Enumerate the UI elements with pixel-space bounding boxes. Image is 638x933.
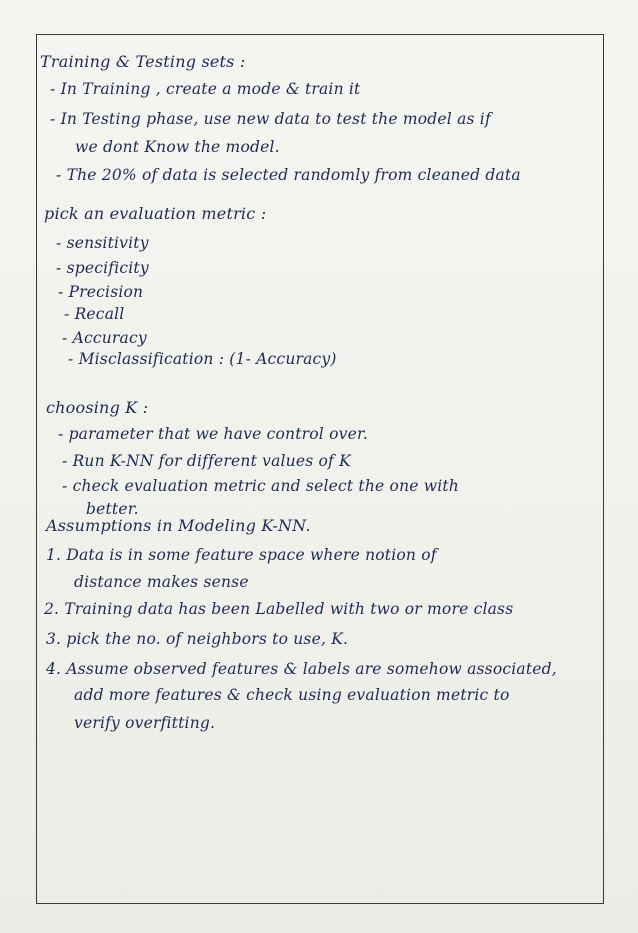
metric-heading: pick an evaluation metric : <box>44 204 267 223</box>
assumption-item: distance makes sense <box>74 573 249 591</box>
choosing-item: better. <box>86 500 139 518</box>
metric-item: - Accuracy <box>62 329 147 347</box>
training-heading: Training & Testing sets : <box>40 52 246 71</box>
assumption-item: add more features & check using evaluation metric to <box>74 686 510 704</box>
metric-item: - specificity <box>56 259 149 277</box>
training-item: - In Training , create a mode & train it <box>50 80 361 98</box>
assumption-item: 1. Data is in some feature space where notion of <box>46 546 437 564</box>
assumption-item: verify overfitting. <box>74 714 216 732</box>
assumption-item: 2. Training data has been Labelled with two or more class <box>44 600 514 618</box>
assumption-item: 4. Assume observed features & labels are somehow associated, <box>46 660 557 678</box>
metric-item: - Recall <box>64 305 125 323</box>
metric-item: - sensitivity <box>56 234 149 252</box>
training-item: we dont Know the model. <box>75 138 280 156</box>
metric-item: - Precision <box>58 283 144 301</box>
choosing-item: - parameter that we have control over. <box>58 425 368 443</box>
choosing-heading: choosing K : <box>46 398 149 417</box>
choosing-item: - check evaluation metric and select the one with <box>62 477 459 495</box>
assumptions-heading: Assumptions in Modeling K-NN. <box>46 516 311 535</box>
metric-item: - Misclassification : (1- Accuracy) <box>68 350 337 368</box>
training-item: - In Testing phase, use new data to test the model as if <box>50 110 491 128</box>
training-item: - The 20% of data is selected randomly from cleaned data <box>56 166 521 184</box>
choosing-item: - Run K-NN for different values of K <box>62 452 351 470</box>
assumption-item: 3. pick the no. of neighbors to use, K. <box>46 630 349 648</box>
